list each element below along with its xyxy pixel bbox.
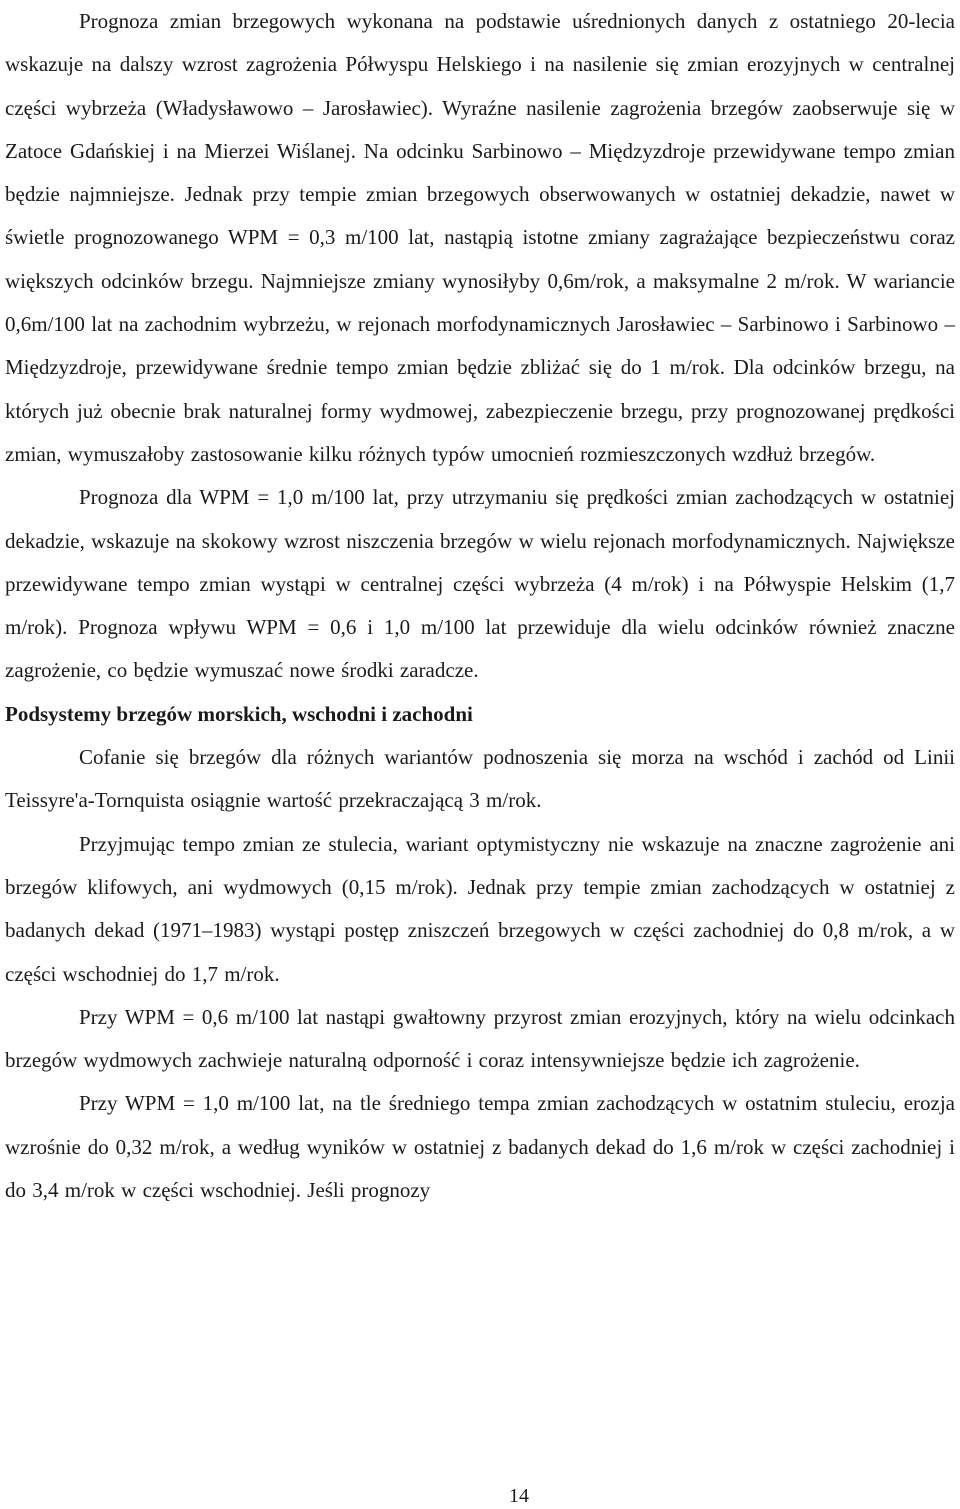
paragraph: Prognoza dla WPM = 1,0 m/100 lat, przy utrzymaniu się prędkości zmian zachodzących w ostatniej dekadzie, wskazuje na skokowy wzrost niszczenia brzegów w wielu rejonach morfodynamicznych. Największe przewidywane tempo zmian wystąpi w centralnej części wybrzeża (4 m/rok) i na Półwyspie Helskim (1,7 m/rok). Prognoza wpływu WPM = 0,6 i 1,0 m/100 lat przewiduje dla wielu odcinków również znaczne zagrożenie, co będzie wymuszać nowe środki zaradcze. <box>5 485 955 683</box>
paragraph: Przy WPM = 1,0 m/100 lat, na tle średniego tempa zmian zachodzących w ostatnim stuleciu, erozja wzrośnie do 0,32 m/rok, a według wyników w ostatniej z badanych dekad do 1,6 m/rok w części zachodniej i do 3,4 m/rok w części wschodniej. Jeśli prognozy <box>5 1091 955 1203</box>
paragraph: Prognoza zmian brzegowych wykonana na podstawie uśrednionych danych z ostatniego 20-lecia wskazuje na dalszy wzrost zagrożenia Półwyspu Helskiego i na nasilenie się zmian erozyjnych w centralnej części wybrzeża (Władysławowo – Jarosławiec). Wyraźne nasilenie zagrożenia brzegów zaobserwuje się w Zatoce Gdańskiej i na Mierzei Wiślanej. Na odcinku Sarbinowo – Międzyzdroje przewidywane tempo zmian będzie najmniejsze. Jednak przy tempie zmian brzegowych obserwowanych w ostatniej dekadzie, nawet w świetle prognozowanego WPM = 0,3 m/100 lat, nastąpią istotne zmiany zagrażające bezpieczeństwu coraz większych odcinków brzegu. Najmniejsze zmiany wynosiłyby 0,6m/rok, a maksymalne 2 m/rok. W wariancie 0,6m/100 lat na zachodnim wybrzeżu, w rejonach morfodynamicznych Jarosławiec – Sarbinowo i Sarbinowo – Międzyzdroje, przewidywane średnie tempo zmian będzie zbliżać się do 1 m/rok. Dla odcinków brzegu, na których już obecnie brak naturalnej formy wydmowej, zabezpieczenie brzegu, przy prognozowanej prędkości zmian, wymuszałoby zastosowanie kilku różnych typów umocnień rozmieszczonych wzdłuż brzegów. <box>5 9 955 466</box>
page-number: 14 <box>509 1485 529 1507</box>
paragraph: Cofanie się brzegów dla różnych wariantów podnoszenia się morza na wschód i zachód od Linii Teissyre'a-Tornquista osiągnie wartość przekraczającą 3 m/rok. <box>5 745 955 813</box>
document-page <box>5 0 955 1212</box>
section-heading: Podsystemy brzegów morskich, wschodni i zachodni <box>5 701 473 726</box>
paragraph: Przy WPM = 0,6 m/100 lat nastąpi gwałtowny przyrost zmian erozyjnych, który na wielu odcinkach brzegów wydmowych zachwieje naturalną odporność i coraz intensywniejsze będzie ich zagrożenie. <box>5 1004 955 1073</box>
paragraph: Przyjmując tempo zmian ze stulecia, wariant optymistyczny nie wskazuje na znaczne zagrożenie ani brzegów klifowych, ani wydmowych (0,15 m/rok). Jednak przy tempie zmian zachodzących w ostatniej z badanych dekad (1971–1983) wystąpi postęp zniszczeń brzegowych w części zachodniej do 0,8 m/rok, a w części wschodniej do 1,7 m/rok. <box>5 831 955 986</box>
